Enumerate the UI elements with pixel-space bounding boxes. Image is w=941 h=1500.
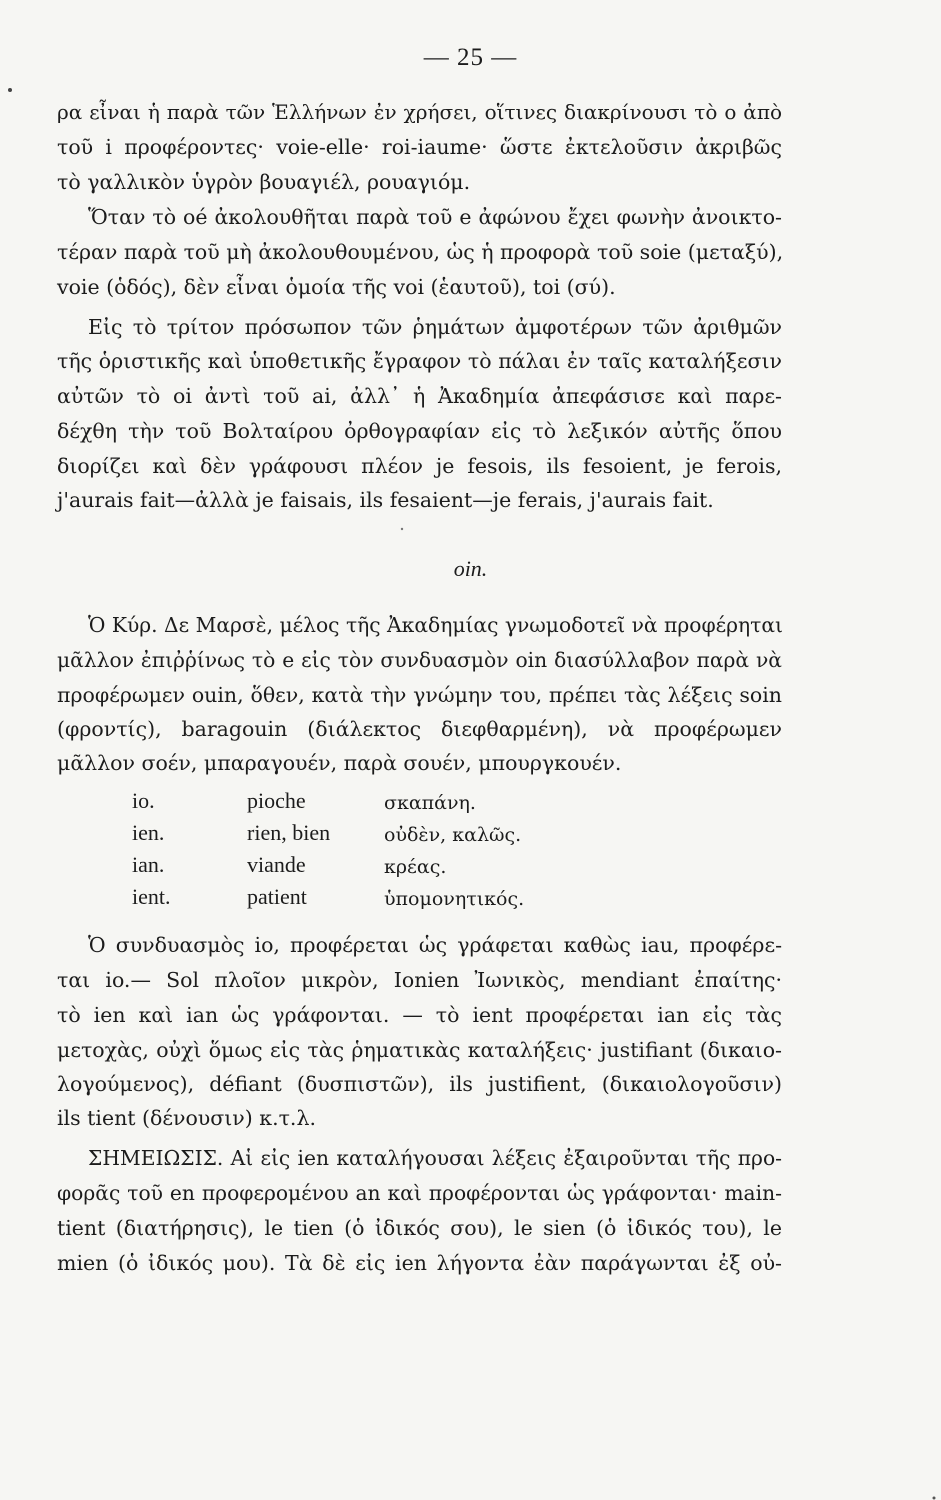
text-line: τοῦ i προφέροντες· voie-elle· roi-iaume· ὥστε ἐκτελοῦσιν ἀκριβῶς bbox=[57, 135, 782, 159]
table-cell: patient bbox=[247, 884, 307, 909]
text-line: μᾶλλον σοέν, μπαραγουέν, παρὰ σουέν, μπουργκουέν. bbox=[57, 751, 622, 775]
text-line: λογούμενος), défiant (δυσπιστῶν), ils justifient, (δικαιολογοῦσιν) bbox=[57, 1072, 782, 1096]
table-cell: ient. bbox=[132, 884, 171, 909]
table-cell: κρέας. bbox=[384, 856, 447, 878]
text-line: mien (ὁ ἰδικός μου). Τὰ δὲ εἰς ien λήγοντα ἐὰν παράγωνται ἐξ οὐ- bbox=[57, 1251, 782, 1275]
text-line: αὐτῶν τὸ oi ἀντὶ τοῦ ai, ἀλλ᾽ ἡ Ἀκαδημία ἀπεφάσισε καὶ παρε- bbox=[57, 384, 782, 408]
text-line: Ὁ Κύρ. Δε Μαρσὲ, μέλος τῆς Ἀκαδημίας γνωμοδοτεῖ νὰ προφέρηται bbox=[88, 613, 783, 637]
text-line: μᾶλλον ἐπιῤῥίνως τὸ e εἰς τὸν συνδυασμὸν oin διασύλλαβον παρὰ νὰ bbox=[57, 648, 782, 672]
text-line: τὸ ien καὶ ian ὡς γράφονται. — τὸ ient προφέρεται ian εἰς τὰς bbox=[57, 1003, 782, 1027]
text-line: Ὅταν τὸ oé ἀκολουθῆται παρὰ τοῦ e ἀφώνου ἔχει φωνὴν ἀνοικτο- bbox=[88, 205, 782, 229]
text-line: ρα εἶναι ἡ παρὰ τῶν Ἑλλήνων ἐν χρήσει, οἵτινες διακρίνουσι τὸ ο ἀπὸ bbox=[57, 100, 782, 124]
table-cell: rien, bien bbox=[247, 820, 331, 845]
table-cell: viande bbox=[247, 852, 306, 877]
text-line: μετοχὰς, οὐχὶ ὅμως εἰς τὰς ῥηματικὰς καταλήξεις· justifiant (δικαιο- bbox=[57, 1038, 782, 1062]
table-cell: ὑπομονητικός. bbox=[384, 888, 525, 910]
text-line: τέραν παρὰ τοῦ μὴ ἀκολουθουμένου, ὡς ἡ προφορὰ τοῦ soie (μεταξύ), bbox=[57, 240, 784, 264]
text-line: διορίζει καὶ δὲν γράφουσι πλέον je fesois, ils fesoient, je ferois, bbox=[57, 454, 782, 478]
text-line: προφέρωμεν ouin, ὅθεν, κατὰ τὴν γνώμην του, πρέπει τὰς λέξεις soin bbox=[57, 683, 782, 707]
text-line: τῆς ὁριστικῆς καὶ ὑποθετικῆς ἔγραφον τὸ πάλαι ἐν ταῖς καταλήξεσιν bbox=[57, 349, 782, 373]
table-cell: ien. bbox=[132, 820, 165, 845]
section-heading: oin. bbox=[453, 556, 488, 581]
note-line: ΣΗΜΕΙΩΣΙΣ. Αἱ εἰς ien καταλήγουσαι λέξεις ἐξαιροῦνται τῆς προ- bbox=[88, 1146, 782, 1170]
text-line: tient (διατήρησις), le tien (ὁ ἰδικός σου), le sien (ὁ ἰδικός του), le bbox=[57, 1216, 782, 1240]
table-cell: ian. bbox=[132, 852, 165, 877]
text-line: ils tient (δένουσιν) κ.τ.λ. bbox=[57, 1106, 316, 1130]
text-line: τὸ γαλλικὸν ὑγρὸν βουαγιέλ, ρουαγιόμ. bbox=[57, 170, 471, 194]
text-line: Ὁ συνδυασμὸς io, προφέρεται ὡς γράφεται καθὼς iau, προφέρε- bbox=[88, 933, 782, 957]
table-cell: σκαπάνη. bbox=[384, 792, 476, 814]
table-cell: pioche bbox=[247, 788, 306, 813]
text-line: φορᾶς τοῦ en προφερομένου an καὶ προφέρονται ὡς γράφονται· main- bbox=[57, 1181, 782, 1205]
text-line: Εἰς τὸ τρίτον πρόσωπον τῶν ῥημάτων ἀμφοτέρων τῶν ἀριθμῶν bbox=[88, 315, 782, 339]
text-line: (φροντίς), baragouin (διάλεκτος διεφθαρμένη), νὰ προφέρωμεν bbox=[57, 717, 782, 741]
text-line: ται io.— Sol πλοῖον μικρὸν, Ionien Ἰωνικὸς, mendiant ἐπαίτης· bbox=[57, 968, 782, 992]
text-line: j'aurais fait—ἀλλὰ je faisais, ils fesaient—je ferais, j'aurais fait. bbox=[57, 488, 714, 512]
page-number: — 25 — bbox=[423, 44, 518, 71]
table-cell: io. bbox=[132, 788, 155, 813]
table-cell: οὐδὲν, καλῶς. bbox=[384, 824, 522, 846]
text-line: voie (ὁδός), δὲν εἶναι ὁμοία τῆς voi (ἑαυτοῦ), toi (σύ). bbox=[57, 275, 616, 299]
text-line: δέχθη τὴν τοῦ Βολταίρου ὀρθογραφίαν εἰς τὸ λεξικόν αὐτῆς ὅπου bbox=[57, 419, 782, 443]
